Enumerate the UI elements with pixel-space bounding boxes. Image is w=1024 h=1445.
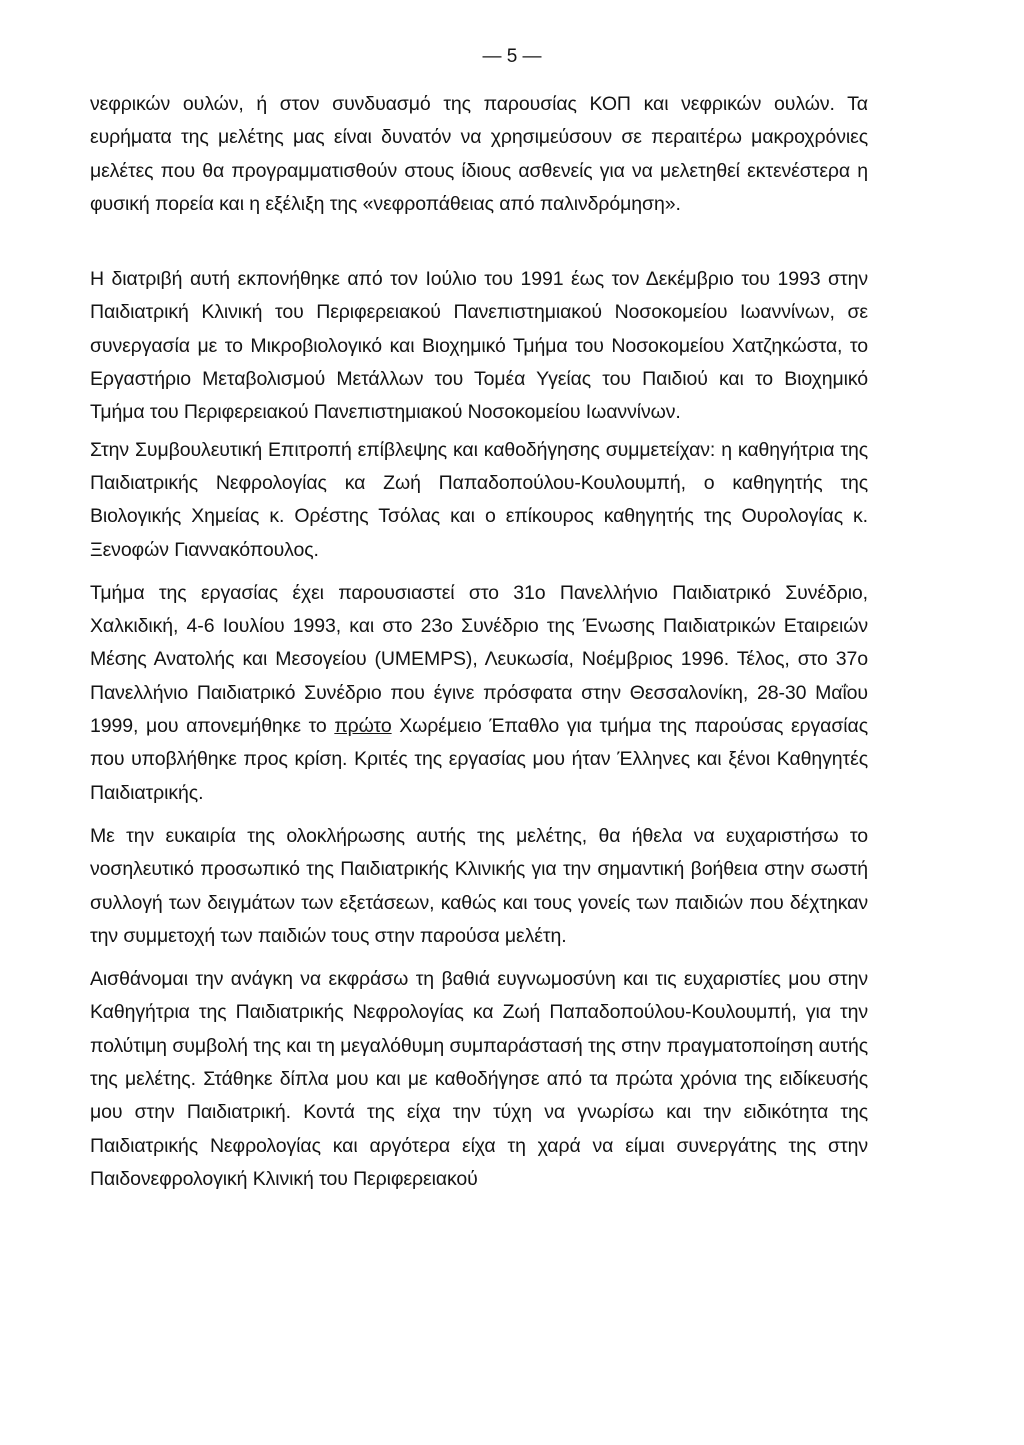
page-number-text: — 5 — [482, 46, 542, 67]
paragraph-4-text-before: Τμήμα της εργασίας έχει παρουσιαστεί στο 31ο Πανελλήνιο Παιδιατρικό Συνέδριο, Χαλκιδική, 4-6 Ιουλίου 1993, και στο 23ο Συνέδριο της Ένωσης Παιδιατρικών Εταιρειών Μέσης Ανατολής και Μεσογείου (UMEMPS), Λευκωσία, Νοέμβριος 1996. Τέλος, στο 37ο Πανελλήνιο Παιδιατρικό Συνέδριο που έγινε πρόσφατα στην Θεσσαλονίκη, 28-30 Μαΐου 1999, μου απονεμήθηκε το [90, 581, 868, 738]
paragraph-5: Με την ευκαιρία της ολοκλήρωσης αυτής της μελέτης, θα ήθελα να ευχαριστήσω το νοσηλευτικό προσωπικό της Παιδιατρικής Κλινικής για την σημαντική βοήθεια στην σωστή συλλογή των δειγμάτων των εξετάσεων, καθώς και τους γονείς των παιδιών που δέχτηκαν την συμμετοχή των παιδιών τους στην παρούσα μελέτη. [90, 824, 868, 947]
paragraph-6: Αισθάνομαι την ανάγκη να εκφράσω τη βαθιά ευγνωμοσύνη και τις ευχαριστίες μου στην Καθηγήτρια της Παιδιατρικής Νεφρολογίας κα Ζωή Παπαδοπούλου-Κουλουμπή, για την πολύτιμη συμβολή της και τη μεγαλόθυμη συμπαράστασή της στην πραγματοποίηση αυτής της μελέτης. Στάθηκε δίπλα μου και με καθοδήγησε από τα πρώτα χρόνια της ειδίκευσής μου στην Παιδιατρική. Κοντά της είχα την τύχη να γνωρίσω και την ειδικότητα της Παιδιατρικής Νεφρολογίας και αργότερα είχα τη χαρά να είμαι συνεργάτης της στην Παιδονεφρολογική Κλινική του Περιφερειακού [90, 968, 868, 1190]
underlined-word: πρώτο [334, 715, 392, 738]
paragraph-4-text-after: Χωρέμειο Έπαθλο για τμήμα της παρούσας εργασίας που υποβλήθηκε προς κρίση. Κριτές της εργασίας μου ήταν Έλληνες και ξένοι Καθηγητές Παιδιατρικής. [90, 715, 868, 804]
document-body [90, 88, 868, 1196]
paragraph-4 [90, 577, 868, 810]
paragraph-2: Η διατριβή αυτή εκπονήθηκε από τον Ιούλιο του 1991 έως τον Δεκέμβριο του 1993 στην Παιδιατρική Κλινική του Περιφερειακού Πανεπιστημιακού Νοσοκομείου Ιωαννίνων, σε συνεργασία με το Μικροβιολογικό και Βιοχημικό Τμήμα του Νοσοκομείου Χατζηκώστα, το Εργαστήριο Μεταβολισμού Μετάλλων του Τομέα Υγείας του Παιδιού και το Βιοχημικό Τμήμα του Περιφερειακού Πανεπιστημιακού Νοσοκομείου Ιωαννίνων. [90, 268, 868, 424]
paragraph-1: νεφρικών ουλών, ή στον συνδυασμό της παρουσίας ΚΟΠ και νεφρικών ουλών. Τα ευρήματα της μελέτης μας είναι δυνατόν να χρησιμεύσουν σε περαιτέρω μακροχρόνιες μελέτες που θα προγραμματισθούν στους ίδιους ασθενείς για να μελετηθεί εκτενέστερα η φυσική πορεία και η εξέλιξη της «νεφροπάθειας από παλινδρόμηση». [90, 93, 868, 215]
paragraph-3: Στην Συμβουλευτική Επιτροπή επίβλεψης και καθοδήγησης συμμετείχαν: η καθηγήτρια της Παιδιατρικής Νεφρολογίας κα Ζωή Παπαδοπούλου-Κουλουμπή, ο καθηγητής της Βιολογικής Χημείας κ. Ορέστης Τσόλας και ο επίκουρος καθηγητής της Ουρολογίας κ. Ξενοφών Γιαννακόπουλος. [90, 438, 868, 561]
page-number [0, 46, 1024, 68]
